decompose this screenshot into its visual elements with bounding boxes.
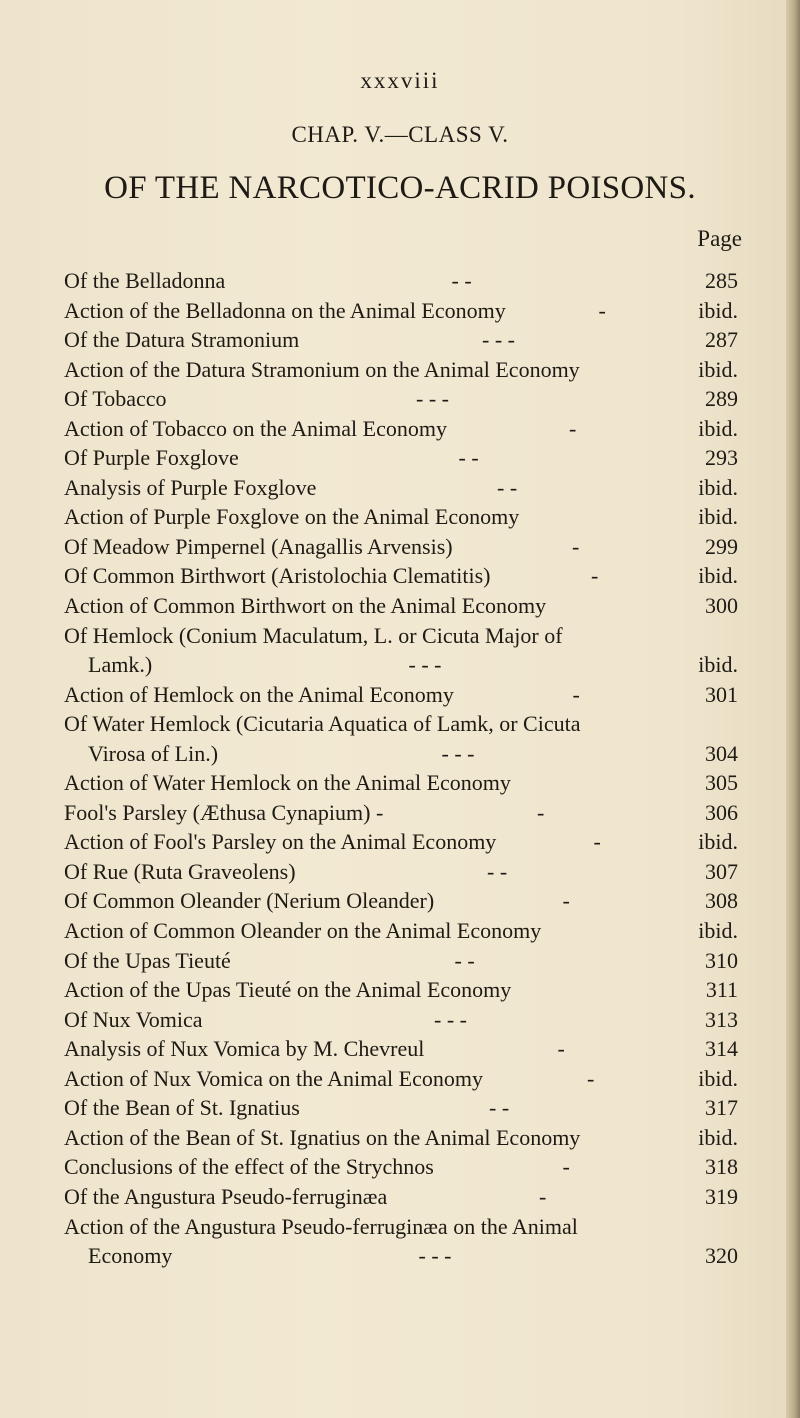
toc-entry-page: 310 bbox=[705, 947, 738, 973]
toc-entry bbox=[0, 296, 800, 326]
toc-entry-title: Action of Nux Vomica on the Animal Economy bbox=[64, 1065, 483, 1091]
toc-entry-title: Action of Common Birthwort on the Animal Economy bbox=[64, 593, 547, 619]
toc-entry bbox=[0, 857, 800, 887]
toc-entry bbox=[0, 532, 800, 562]
toc-entry-leader: - bbox=[537, 799, 545, 825]
toc-entry-title: Of the Belladonna bbox=[64, 268, 226, 293]
toc-entry-page: 304 bbox=[705, 740, 738, 766]
chapter-heading: CHAP. V.—CLASS V. bbox=[291, 122, 509, 147]
toc-entry bbox=[0, 680, 800, 710]
toc-entry-title: Of the Angustura Pseudo-ferruginæa bbox=[64, 1183, 388, 1209]
toc-entry bbox=[0, 1123, 800, 1153]
toc-entry bbox=[0, 414, 800, 444]
toc-entry-leader: - - bbox=[497, 474, 518, 500]
toc-entry-title: Action of Hemlock on the Animal Economy bbox=[64, 681, 454, 707]
toc-entry bbox=[0, 768, 800, 798]
toc-entries bbox=[0, 266, 800, 1271]
toc-entry-leader: - bbox=[593, 829, 601, 855]
toc-entry-title: Of the Bean of St. Ignatius bbox=[64, 1095, 300, 1121]
toc-entry bbox=[0, 1152, 800, 1182]
toc-entry-title: Action of the Angustura Pseudo-ferruginæa on the Animal bbox=[64, 1213, 578, 1239]
toc-entry-leader: - bbox=[562, 888, 570, 914]
toc-entry bbox=[0, 886, 800, 916]
toc-entry-title: Action of Purple Foxglove on the Animal Economy bbox=[64, 504, 520, 530]
toc-entry-continuation bbox=[0, 1241, 800, 1271]
toc-entry-title: Of the Datura Stramonium bbox=[64, 327, 300, 353]
toc-entry-title: Action of the Upas Tieuté on the Animal Economy bbox=[64, 977, 512, 1003]
toc-entry-leader: - - - bbox=[441, 740, 475, 766]
toc-entry bbox=[0, 443, 800, 473]
toc-entry-title: Of Tobacco bbox=[64, 386, 167, 412]
toc-entry-leader: - bbox=[591, 563, 599, 589]
toc-entry-page: ibid. bbox=[698, 474, 738, 500]
toc-entry-leader: - bbox=[569, 415, 577, 441]
toc-entry-page: 293 bbox=[705, 445, 738, 471]
toc-entry-leader: - bbox=[598, 297, 606, 323]
toc-entry-title: Lamk.) bbox=[88, 652, 153, 678]
toc-entry-page: 289 bbox=[705, 386, 738, 412]
toc-entry-page: 301 bbox=[705, 681, 738, 707]
page-column-label: Page bbox=[697, 226, 742, 251]
toc-entry-continuation bbox=[0, 739, 800, 769]
toc-entry-title: Fool's Parsley (Æthusa Cynapium) - bbox=[64, 799, 384, 825]
toc-entry bbox=[0, 325, 800, 355]
section-title: OF THE NARCOTICO-ACRID POISONS. bbox=[104, 170, 696, 206]
toc-entry-leader: - - - bbox=[482, 327, 515, 353]
toc-entry-title: Analysis of Nux Vomica by M. Chevreul bbox=[64, 1036, 425, 1062]
toc-entry-page: ibid. bbox=[698, 829, 738, 855]
toc-entry-title: Of Hemlock (Conium Maculatum, L. or Cicuta Major of bbox=[64, 622, 563, 648]
toc-entry-page: 318 bbox=[705, 1154, 738, 1180]
toc-entry bbox=[0, 502, 800, 532]
toc-entry bbox=[0, 1064, 800, 1094]
toc-entry bbox=[0, 1212, 800, 1242]
toc-entry bbox=[0, 561, 800, 591]
toc-entry-title: Of Nux Vomica bbox=[64, 1006, 203, 1032]
toc-entry-page: 319 bbox=[705, 1183, 738, 1209]
toc-entry-title: Of Common Oleander (Nerium Oleander) bbox=[64, 888, 435, 914]
toc-entry-leader: - bbox=[557, 1036, 565, 1062]
toc-entry-page: ibid. bbox=[698, 563, 738, 589]
toc-entry bbox=[0, 1182, 800, 1212]
toc-entry-leader: - - - bbox=[418, 1243, 452, 1269]
toc-entry bbox=[0, 621, 800, 651]
toc-entry-page: ibid. bbox=[698, 415, 738, 441]
toc-entry-title: Economy bbox=[88, 1243, 173, 1269]
toc-entry-title: Action of Common Oleander on the Animal Economy bbox=[64, 918, 542, 944]
toc-entry-title: Action of the Bean of St. Ignatius on the Animal Economy bbox=[64, 1124, 581, 1150]
toc-entry-leader: - bbox=[572, 533, 580, 559]
toc-entry-page: ibid. bbox=[698, 1065, 738, 1091]
toc-entry bbox=[0, 1005, 800, 1035]
toc-entry-page: 320 bbox=[705, 1243, 738, 1269]
toc-entry-page: 314 bbox=[705, 1036, 738, 1062]
toc-entry-page: 313 bbox=[705, 1006, 738, 1032]
toc-entry-title: Conclusions of the effect of the Strychnos bbox=[64, 1154, 434, 1180]
toc-entry-page: ibid. bbox=[698, 356, 738, 382]
toc-entry-leader: - - bbox=[451, 268, 472, 293]
toc-entry-continuation bbox=[0, 650, 800, 680]
toc-entry-page: 308 bbox=[705, 888, 738, 914]
toc-entry-page: ibid. bbox=[698, 918, 738, 944]
toc-entry-leader: - - bbox=[458, 445, 479, 471]
toc-entry-page: 285 bbox=[705, 268, 738, 293]
toc-entry bbox=[0, 946, 800, 976]
toc-entry-title: Of the Upas Tieuté bbox=[64, 947, 231, 973]
toc-entry-page: 311 bbox=[705, 977, 738, 1003]
toc-entry bbox=[0, 473, 800, 503]
toc-entry bbox=[0, 827, 800, 857]
toc-entry bbox=[0, 1034, 800, 1064]
toc-entry-leader: - - - bbox=[416, 386, 449, 412]
toc-entry-leader: - bbox=[587, 1065, 595, 1091]
toc-entry bbox=[0, 975, 800, 1005]
toc-entry-leader: - - - bbox=[408, 652, 442, 678]
toc-entry-title: Action of Fool's Parsley on the Animal Economy bbox=[64, 829, 497, 855]
toc-entry-page: 317 bbox=[705, 1095, 738, 1121]
toc-entry-page: 299 bbox=[705, 533, 738, 559]
toc-entry bbox=[0, 384, 800, 414]
toc-entry-title: Of Meadow Pimpernel (Anagallis Arvensis) bbox=[64, 533, 453, 559]
page-number: xxxviii bbox=[360, 68, 440, 93]
toc-entry-page: 287 bbox=[705, 327, 738, 353]
toc-entry-page: ibid. bbox=[698, 504, 738, 530]
toc-entry-page: ibid. bbox=[698, 297, 738, 323]
toc-entry bbox=[0, 355, 800, 385]
toc-entry-leader: - bbox=[562, 1154, 570, 1180]
toc-entry-page: ibid. bbox=[698, 652, 738, 678]
toc-entry bbox=[0, 266, 800, 296]
toc-entry-title: Of Rue (Ruta Graveolens) bbox=[64, 858, 296, 884]
toc-entry-page: 300 bbox=[705, 593, 738, 619]
toc-entry bbox=[0, 709, 800, 739]
toc-entry-title: Action of the Belladonna on the Animal Economy bbox=[64, 297, 506, 323]
toc-entry-page: 307 bbox=[705, 858, 738, 884]
toc-entry-title: Of Purple Foxglove bbox=[64, 445, 239, 471]
toc-entry-leader: - - - bbox=[434, 1006, 467, 1032]
toc-entry bbox=[0, 591, 800, 621]
toc-entry-leader: - - bbox=[489, 1095, 510, 1121]
toc-entry-title: Of Common Birthwort (Aristolochia Clematitis) bbox=[64, 563, 491, 589]
toc-entry-leader: - - bbox=[487, 858, 508, 884]
toc-entry-leader: - bbox=[539, 1183, 547, 1209]
toc-entry-leader: - - bbox=[454, 947, 475, 973]
toc-entry-title: Action of Tobacco on the Animal Economy bbox=[64, 415, 447, 441]
toc-entry-page: 305 bbox=[705, 770, 738, 796]
toc-entry bbox=[0, 916, 800, 946]
toc-entry-title: Action of Water Hemlock on the Animal Economy bbox=[64, 770, 511, 796]
toc-entry-leader: - bbox=[572, 681, 580, 707]
toc-entry-title: Of Water Hemlock (Cicutaria Aquatica of Lamk, or Cicuta bbox=[64, 711, 581, 737]
toc-entry-title: Analysis of Purple Foxglove bbox=[64, 474, 317, 500]
toc-entry bbox=[0, 1093, 800, 1123]
toc-entry-title: Virosa of Lin.) bbox=[88, 740, 219, 766]
toc-entry-title: Action of the Datura Stramonium on the Animal Economy bbox=[64, 356, 580, 382]
toc-entry-page: ibid. bbox=[698, 1124, 738, 1150]
toc-entry bbox=[0, 798, 800, 828]
toc-entry-page: 306 bbox=[705, 799, 738, 825]
